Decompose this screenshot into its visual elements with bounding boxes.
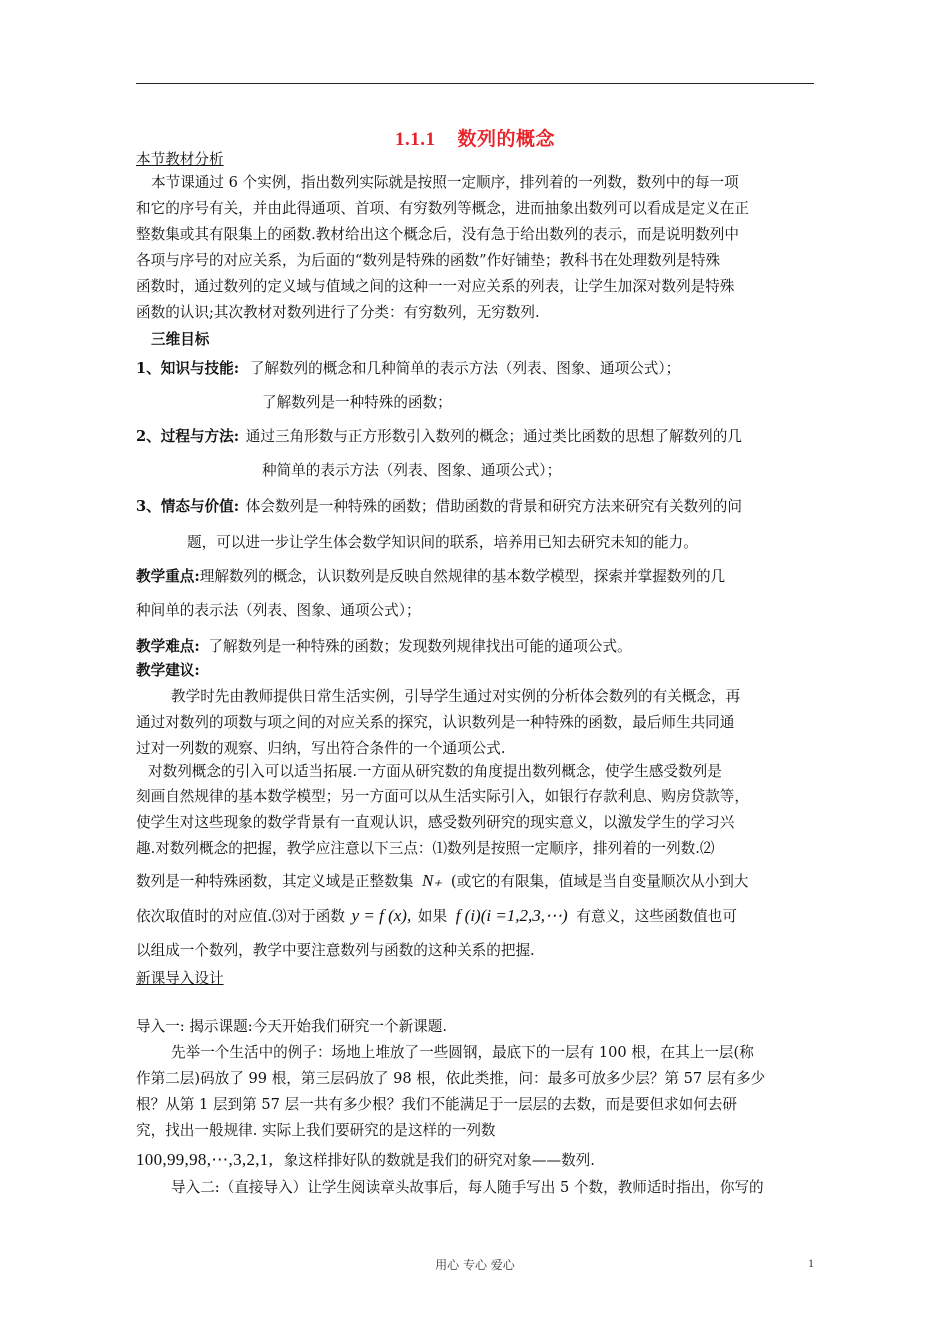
advice-line-8-a: 数列是一种特殊函数，其定义域是正整数集 <box>136 873 414 890</box>
goal-2-text-2: 种简单的表示方法（列表、图象、通项公式）； <box>262 462 562 479</box>
intro-line-1: 导入一: 揭示课题:今天开始我们研究一个新课题. <box>136 1018 447 1035</box>
goal-2-text: 通过三角形数与正方形数引入数列的概念；通过类比函数的思想了解数列的几 <box>245 428 742 445</box>
analysis-line-3: 整数集或其有限集上的函数.教材给出这个概念后，没有急于给出数列的表示，而是说明数列中 <box>136 226 739 243</box>
number-sequence: 100,99,98,⋯,3,2,1, <box>136 1150 274 1169</box>
advice-line-8 <box>136 871 748 892</box>
title-number: 1.1.1 <box>394 129 436 150</box>
key-point-label: 教学重点: <box>136 568 200 585</box>
intro-line-5: 究，找出一般规律. 实际上我们要研究的是这样的一列数 <box>136 1122 496 1139</box>
intro-line-3: 作第二层)码放了 99 根，第三层码放了 98 根，依此类推，问：最多可放多少层？第 57 层有多少 <box>136 1070 766 1087</box>
advice-line-5: 刻画自然规律的基本数学模型；另一方面可以从生活实际引入，如银行存款利息、购房贷款等， <box>136 788 749 805</box>
analysis-line-6: 函数的认识;其次教材对数列进行了分类：有穷数列，无穷数列. <box>136 304 540 321</box>
goals-heading: 三维目标 <box>151 331 210 348</box>
goal-3-text: 体会数列是一种特殊的函数；借助函数的背景和研究方法来研究有关数列的问 <box>245 498 742 515</box>
page-number: 1 <box>808 1256 814 1270</box>
goal-1-label: 1、知识与技能: <box>136 360 240 377</box>
section-heading-analysis: 本节教材分析 <box>136 151 224 168</box>
advice-line-1: 教学时先由教师提供日常生活实例，引导学生通过对实例的分析体会数列的有关概念，再 <box>171 688 741 705</box>
goal-2 <box>136 427 742 447</box>
advice-label: 教学建议: <box>136 662 200 679</box>
goal-2-label: 2、过程与方法: <box>136 428 240 445</box>
advice-line-10: 以组成一个数列，教学中要注意数列与函数的这种关系的把握. <box>136 942 535 959</box>
goal-1-text-2: 了解数列是一种特殊的函数； <box>262 394 452 411</box>
math-function: y = f (x), <box>351 906 412 925</box>
difficulty-label: 教学难点: <box>136 638 200 655</box>
advice-line-9-b: 如果 <box>417 908 448 925</box>
intro-line-2: 先举一个生活中的例子：场地上堆放了一些圆钢，最底下的一层有 100 根，在其上一层(称 <box>171 1044 754 1061</box>
intro-line-7: 导入二:（直接导入）让学生阅读章头故事后，每人随手写出 5 个数，教师适时指出，你写的 <box>171 1179 764 1196</box>
analysis-line-1: 本节课通过 6 个实例，指出数列实际就是按照一定顺序，排列着的一列数，数列中的每一项 <box>151 174 739 191</box>
goal-3-label: 3、情态与价值: <box>136 498 240 515</box>
advice-line-9-a: 依次取值时的对应值.⑶对于函数 <box>136 908 345 925</box>
key-point-text: 理解数列的概念，认识数列是反映自然规律的基本数学模型，探索并掌握数列的几 <box>199 568 726 585</box>
analysis-line-5: 函数时，通过数列的定义域与值域之间的这种一一对应关系的列表，让学生加深对数列是特殊 <box>136 278 735 295</box>
advice-line-3: 过对一列数的观察、归纳，写出符合条件的一个通项公式. <box>136 740 506 757</box>
advice-line-9-c: 有意义，这些函数值也可 <box>576 908 737 925</box>
advice-line-4: 对数列概念的引入可以适当拓展.一方面从研究数的角度提出数列概念，使学生感受数列是 <box>148 763 722 780</box>
math-sequence-index: f (i)(i =1,2,3,⋯) <box>455 906 568 925</box>
goal-3 <box>136 497 742 517</box>
math-n-plus: N₊ <box>421 871 443 890</box>
goal-1 <box>136 359 680 379</box>
intro-heading: 新课导入设计 <box>136 970 224 987</box>
goal-3-text-2: 题，可以进一步让学生体会数学知识间的联系，培养用已知去研究未知的能力。 <box>187 534 698 551</box>
footer-slogan: 用心 专心 爱心 <box>435 1258 515 1272</box>
advice-line-8-b: (或它的有限集，值域是当自变量顺次从小到大 <box>450 873 749 890</box>
advice-line-7: 趣.对数列概念的把握，教学应注意以下三点：⑴数列是按照一定顺序，排列着的一列数.⑵ <box>136 840 715 857</box>
intro-line-4: 根？从第 1 层到第 57 层一共有多少根？我们不能满足于一层层的去数，而是要但求如何去研 <box>136 1096 737 1113</box>
difficulty-text: 了解数列是一种特殊的函数；发现数列规律找出可能的通项公式。 <box>208 638 632 655</box>
advice-line-6: 使学生对这些现象的数学背景有一直观认识，感受数列研究的现实意义，以激发学生的学习兴 <box>136 814 735 831</box>
page-title <box>0 124 950 151</box>
key-point-text-2: 种间单的表示法（列表、图象、通项公式）； <box>136 602 421 619</box>
analysis-line-2: 和它的序号有关，并由此得通项、首项、有穷数列等概念，进而抽象出数列可以看成是定义在正 <box>136 200 749 217</box>
goal-1-text: 了解数列的概念和几种简单的表示方法（列表、图象、通项公式）； <box>249 360 681 377</box>
analysis-line-4: 各项与序号的对应关系，为后面的“数列是特殊的函数”作好铺垫；教科书在处理数列是特殊 <box>136 252 721 269</box>
intro-line-6-text: 象这样排好队的数就是我们的研究对象——数列. <box>283 1152 595 1169</box>
advice-line-9 <box>136 906 737 927</box>
intro-line-6 <box>136 1150 595 1171</box>
header-rule <box>136 83 814 84</box>
difficulty <box>136 637 632 657</box>
title-text: 数列的概念 <box>457 128 555 150</box>
advice-line-2: 通过对数列的项数与项之间的对应关系的探究，认识数列是一种特殊的函数，最后师生共同通 <box>136 714 735 731</box>
key-point <box>136 567 725 587</box>
